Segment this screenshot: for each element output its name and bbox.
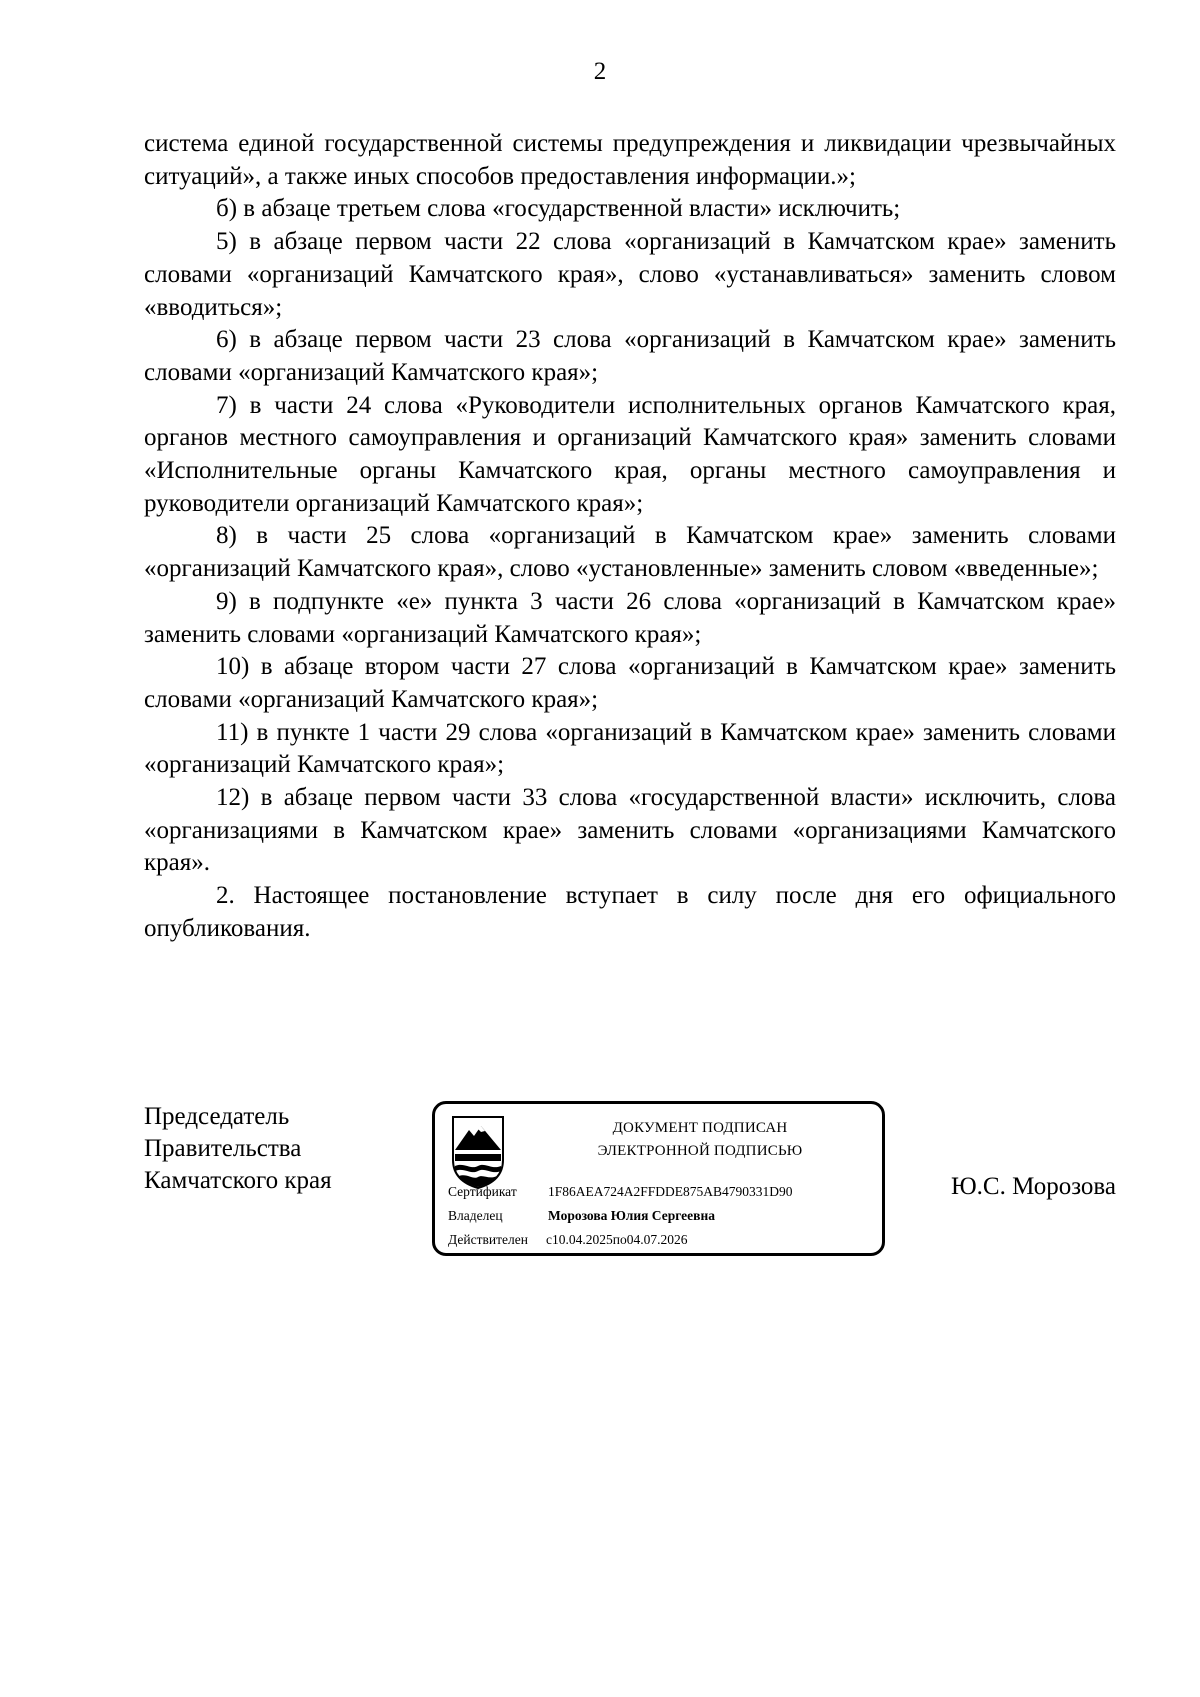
- stamp-certificate-row: [448, 1184, 793, 1200]
- stamp-title-line: ДОКУМЕНТ ПОДПИСАН: [612, 1120, 788, 1136]
- owner-value: Морозова Юлия Сергеевна: [548, 1208, 715, 1223]
- electronic-signature-stamp: [432, 1101, 885, 1256]
- page-number: 2: [593, 58, 607, 85]
- paragraph: б) в абзаце третьем слова «государственной власти» исключить;: [216, 195, 901, 223]
- document-body: [144, 128, 1116, 946]
- paragraph: 8) в части 25 слова «организаций в Камчатском крае» заменить словами «организаций Камчатского края», слово «установленные» заменить словом «введенные»;: [144, 522, 1116, 583]
- valid-from: 10.04.2025: [552, 1232, 613, 1247]
- paragraph: 9) в подпункте «е» пункта 3 части 26 слова «организаций в Камчатском крае» заменить словами «организаций Камчатского края»;: [144, 587, 1116, 648]
- paragraph: система единой государственной системы предупреждения и ликвидации чрезвычайных ситуаций», а также иных способов предоставления информации.»;: [144, 130, 1116, 190]
- signer-name: Ю.С. Морозова: [950, 1173, 1116, 1200]
- paragraph: 11) в пункте 1 части 29 слова «организаций в Камчатском крае» заменить словами «организаций Камчатского края»;: [144, 718, 1116, 779]
- stamp-title-line: ЭЛЕКТРОННОЙ ПОДПИСЬЮ: [597, 1143, 803, 1159]
- certificate-label: Сертификат: [448, 1184, 517, 1199]
- valid-to-prefix: по: [612, 1232, 627, 1247]
- paragraph: 10) в абзаце втором части 27 слова «организаций в Камчатском крае» заменить словами «организаций Камчатского края»;: [144, 653, 1116, 713]
- owner-label: Владелец: [448, 1208, 503, 1223]
- signer-position: [144, 1101, 332, 1197]
- valid-from-prefix: с: [546, 1232, 552, 1247]
- paragraph: 5) в абзаце первом части 22 слова «организаций в Камчатском крае» заменить словами «организаций Камчатского края», слово «устанавливаться» заменить словом «вводиться»;: [144, 228, 1116, 321]
- paragraph: 12) в абзаце первом части 33 слова «государственной власти» исключить, слова «организациями в Камчатском крае» заменить словами «организациями Камчатского края».: [144, 784, 1116, 877]
- signer-position-line: Правительства: [144, 1135, 302, 1162]
- paragraph: 6) в абзаце первом части 23 слова «организаций в Камчатском крае» заменить словами «организаций Камчатского края»;: [144, 326, 1116, 386]
- valid-to: 04.07.2026: [626, 1232, 688, 1247]
- stamp-title: [515, 1117, 885, 1163]
- stamp-owner-row: [448, 1208, 715, 1224]
- valid-label: Действителен: [448, 1232, 528, 1247]
- stamp-validity-row: [448, 1232, 687, 1248]
- signer-position-line: Председатель: [144, 1103, 290, 1130]
- signer-position-line: Камчатского края: [144, 1167, 332, 1194]
- paragraph: 2. Настоящее постановление вступает в силу после дня его официального опубликования.: [144, 882, 1116, 942]
- paragraph: 7) в части 24 слова «Руководители исполнительных органов Камчатского края, органов местного самоуправления и организаций Камчатского края» заменить словами «Исполнительные органы Камчатского края, органы местного самоуправления и руководители организаций Камчатского края»;: [144, 391, 1116, 517]
- kamchatka-coat-of-arms-icon: [449, 1114, 507, 1190]
- certificate-value: 1F86AEA724A2FFDDE875AB4790331D90: [548, 1184, 793, 1199]
